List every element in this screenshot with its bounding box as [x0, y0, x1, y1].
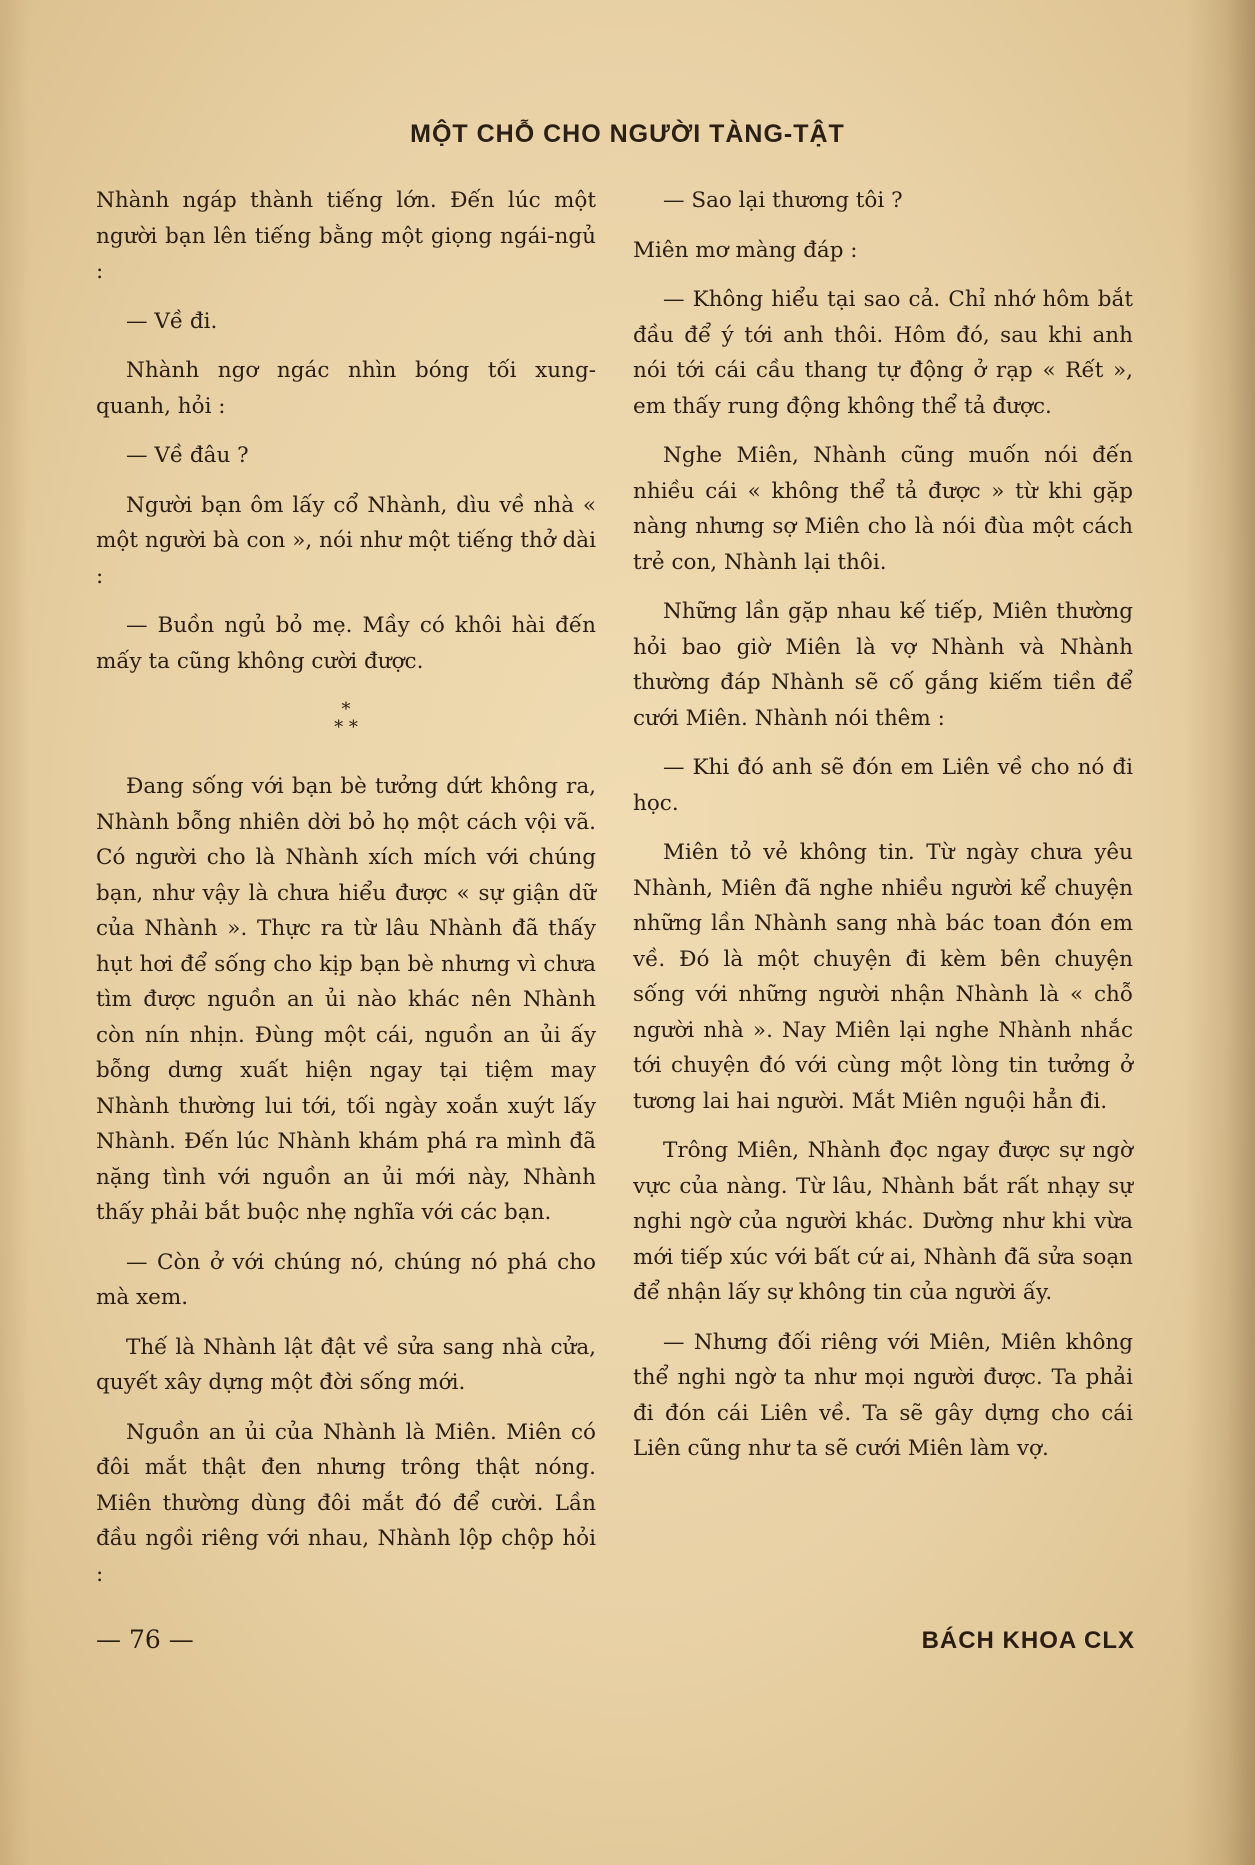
left-column [96, 183, 596, 1606]
dialogue-line: — Nhưng đối riêng với Miên, Miên không thể nghi ngờ ta như mọi người được. Ta phải đi đón cái Liên về. Ta sẽ gây dựng cho cái Liên cũng như ta sẽ cưới Miên làm vợ. [633, 1329, 1133, 1461]
paragraph: Nghe Miên, Nhành cũng muốn nói đến nhiều cái « không thể tả được » từ khi gặp nàng nhưng sợ Miên cho là nói đùa một cách trẻ con, Nhành lại thôi. [633, 443, 1133, 575]
dialogue-line: — Buồn ngủ bỏ mẹ. Mầy có khôi hài đến mấy ta cũng không cười được. [96, 613, 596, 674]
section-separator [96, 701, 596, 737]
dialogue-line: — Khi đó anh sẽ đón em Liên về cho nó đi học. [633, 755, 1133, 816]
dialogue-line: — Sao lại thương tôi ? [663, 188, 903, 213]
page-number: — 76 — [96, 1625, 194, 1654]
paragraph: Đang sống với bạn bè tưởng dứt không ra, Nhành bỗng nhiên dời bỏ họ một cách vội vã. Có người cho là Nhành xích mích với chúng bạn, như vậy là chưa hiểu được « sự giận dữ của Nhành ». Thực ra từ lâu Nhành đã thấy hụt hơi để sống cho kịp bạn bè nhưng vì chưa tìm được nguồn an ủi nào khác nên Nhành còn nín nhịn. Đùng một cái, nguồn an ủi ấy bỗng dưng xuất hiện ngay tại tiệm may Nhành thường lui tới, tối ngày xoắn xuýt lấy Nhành. Đến lúc Nhành khám phá ra mình đã nặng tình với nguồn an ủi mới này, Nhành thấy phải bắt buộc nhẹ nghĩa với các bạn. [96, 774, 596, 1225]
dialogue-line: — Không hiểu tại sao cả. Chỉ nhớ hôm bắt đầu để ý tới anh thôi. Hôm đó, sau khi anh nói tới cái cầu thang tự động ở rạp « Rết », em thấy rung động không thể tả được. [633, 287, 1133, 419]
page-left-edge [0, 0, 30, 1865]
dialogue-line: — Về đâu ? [126, 443, 249, 468]
paragraph: Thế là Nhành lật đật về sửa sang nhà cửa, quyết xây dựng một đời sống mới. [96, 1334, 596, 1395]
paragraph: Nhành ngơ ngác nhìn bóng tối xung-quanh, hỏi : [96, 358, 596, 419]
paragraph: Nguồn an ủi của Nhành là Miên. Miên có đôi mắt thật đen nhưng trông thật nóng. Miên thường dùng đôi mắt đó để cười. Lần đầu ngồi riêng với nhau, Nhành lộp chộp hỏi : [96, 1419, 596, 1587]
separator-stars: * * * [334, 699, 358, 738]
paragraph: Miên mơ màng đáp : [633, 237, 858, 263]
paragraph: Trông Miên, Nhành đọc ngay được sự ngờ vực của nàng. Từ lâu, Nhành bắt rất nhạy sự nghi ngờ của người khác. Dường như khi vừa mới tiếp xúc với bất cứ ai, Nhành đã sửa soạn để nhận lấy sự không tin của người ấy. [633, 1138, 1133, 1305]
paragraph: Những lần gặp nhau kế tiếp, Miên thường hỏi bao giờ Miên là vợ Nhành và Nhành thường đáp Nhành sẽ cố gắng kiếm tiền để cưới Miên. Nhành nói thêm : [633, 599, 1133, 731]
publication-name: BÁCH KHOA CLX [921, 1627, 1135, 1654]
page-title: MỘT CHỖ CHO NGƯỜI TÀNG-TẬT [410, 120, 845, 148]
paragraph: Người bạn ôm lấy cổ Nhành, dìu về nhà « một người bà con », nói như một tiếng thở dài : [96, 492, 596, 589]
page-right-edge [1185, 0, 1255, 1865]
paragraph: Miên tỏ vẻ không tin. Từ ngày chưa yêu Nhành, Miên đã nghe nhiều người kể chuyện những lần Nhành sang nhà bác toan đón em về. Đó là một chuyện đi kèm bên chuyện sống với những người nhận Nhành là « chỗ người nhà ». Nay Miên lại nghe Nhành nhắc tới chuyện đó với cùng một lòng tin tưởng ở tương lai hai người. Mắt Miên nguội hẳn đi. [633, 840, 1133, 1114]
right-column [633, 183, 1133, 1481]
dialogue-line: — Còn ở với chúng nó, chúng nó phá cho mà xem. [96, 1249, 596, 1310]
dialogue-line: — Về đi. [126, 308, 218, 334]
paragraph: Nhành ngáp thành tiếng lớn. Đến lúc một người bạn lên tiếng bằng một giọng ngái-ngủ : [96, 188, 596, 284]
